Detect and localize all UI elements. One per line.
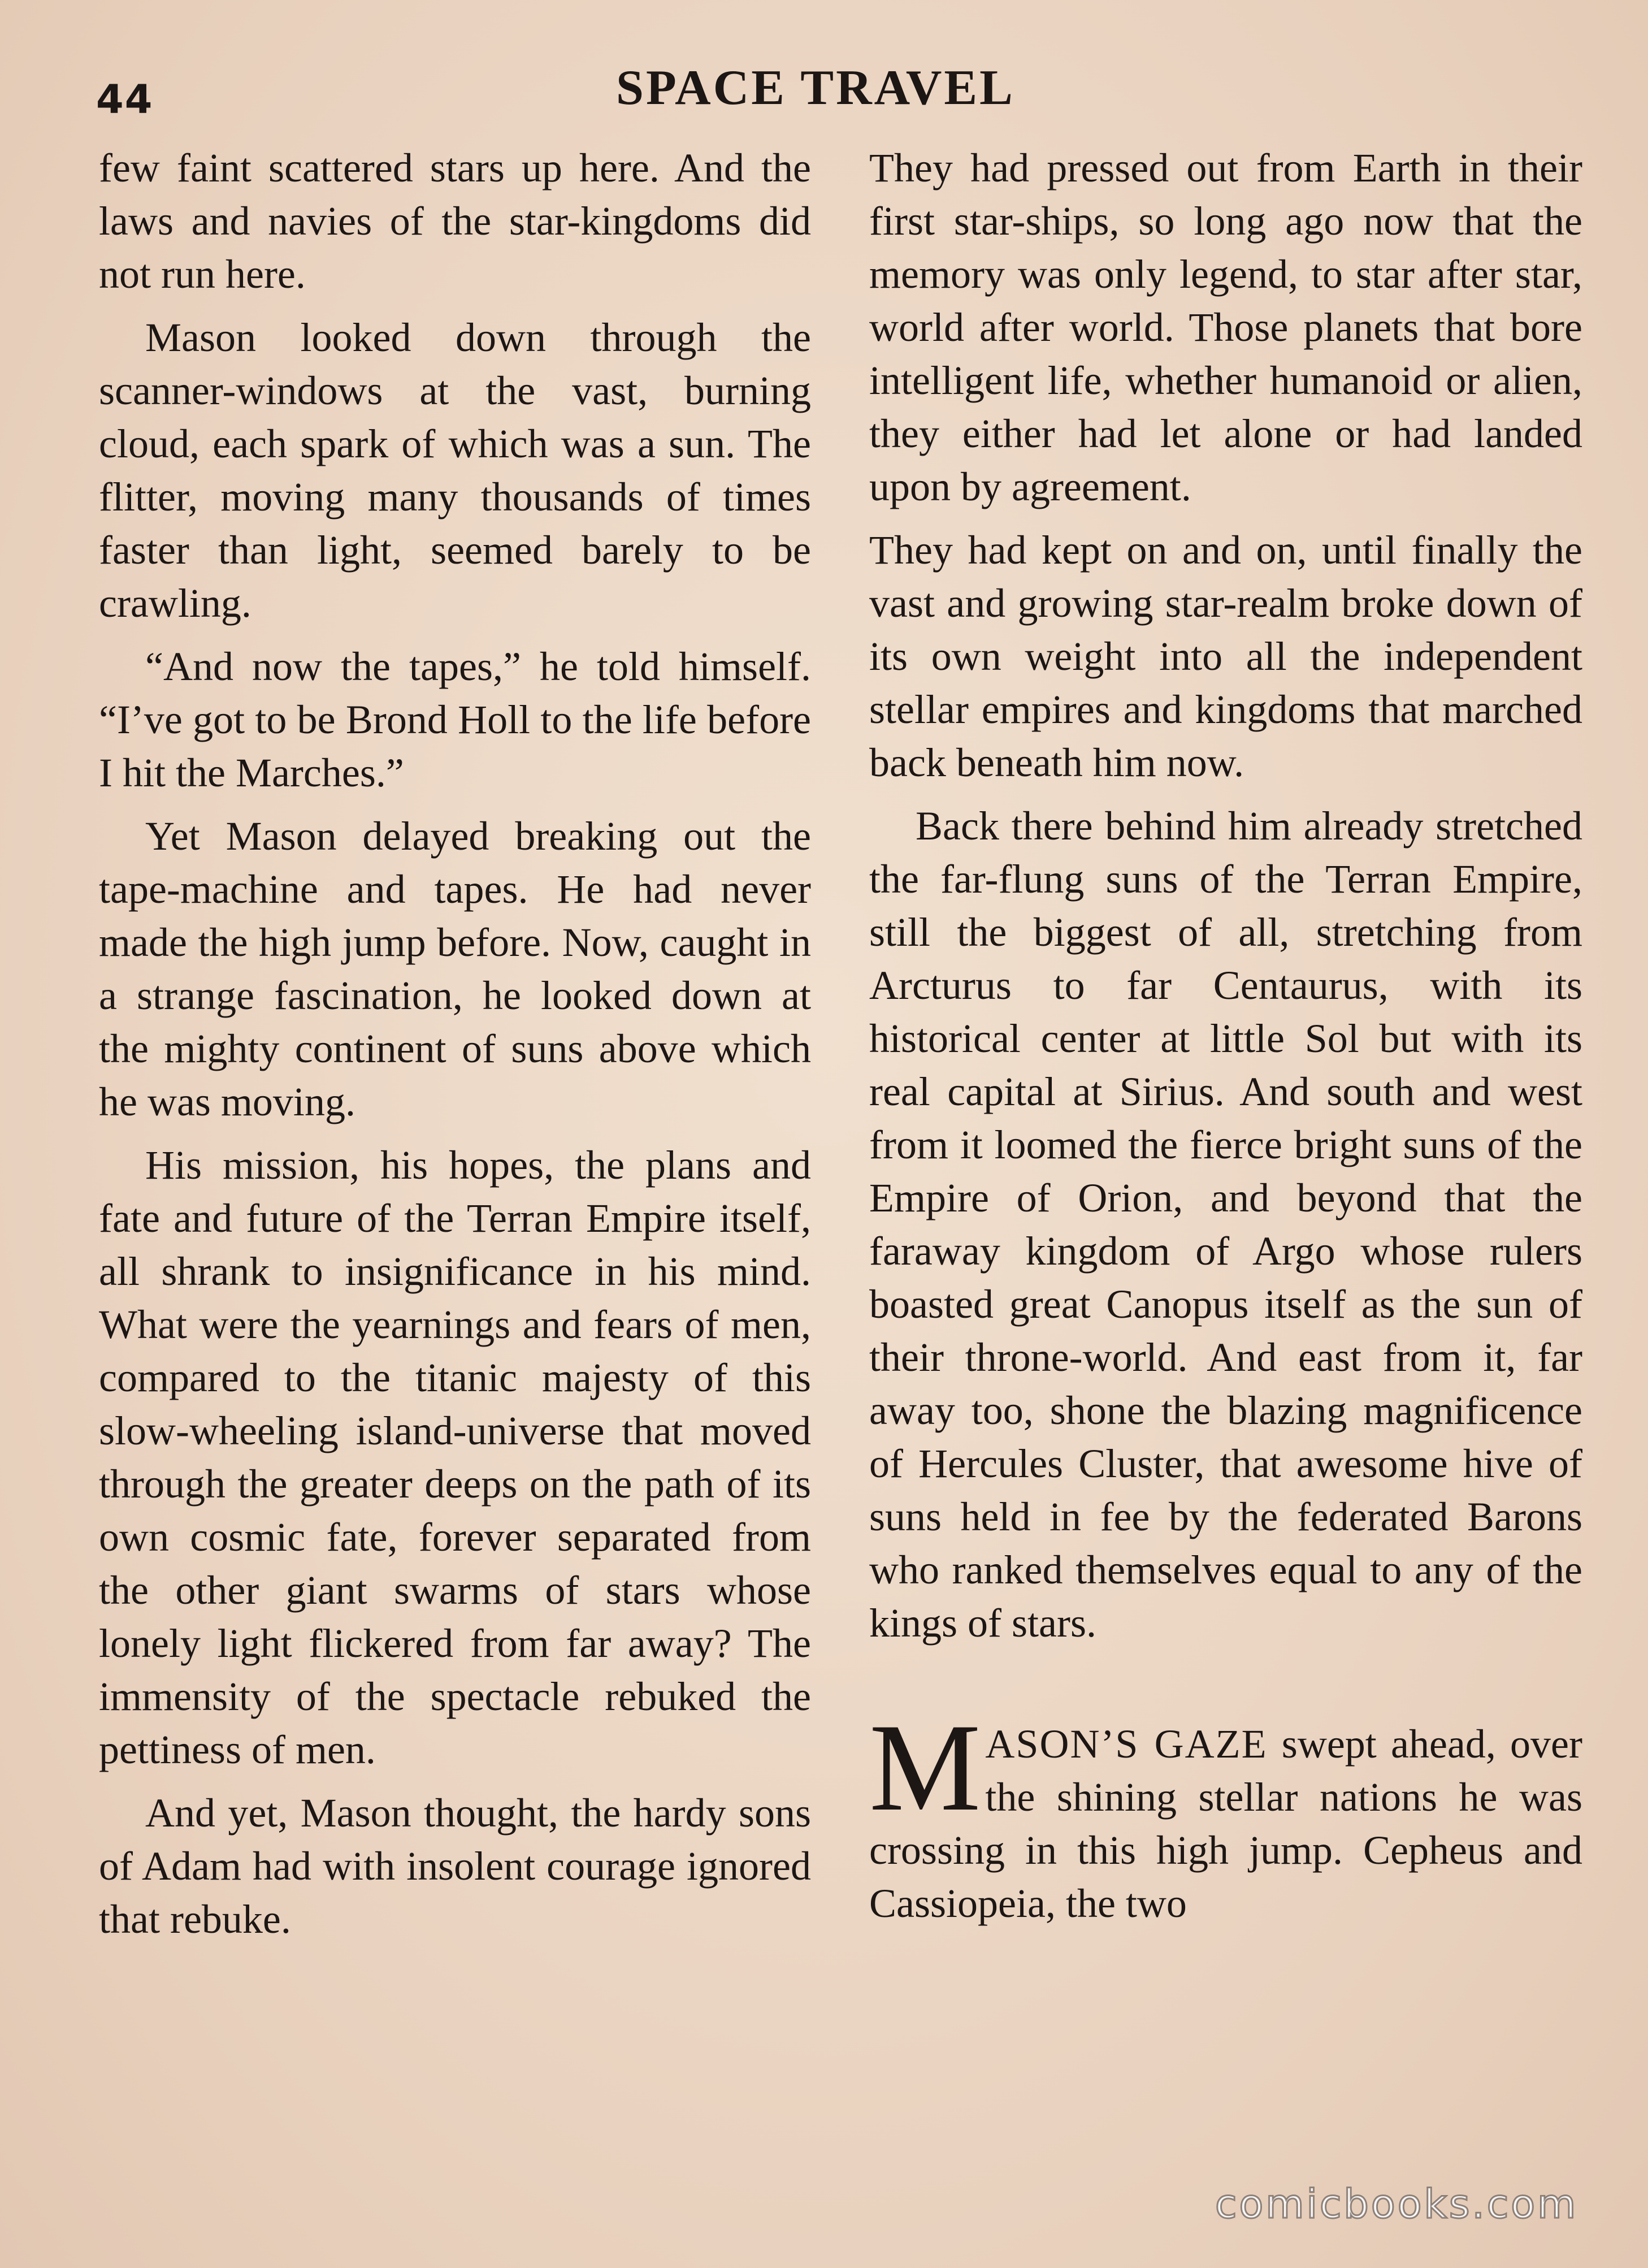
paragraph: They had pressed out from Earth in their first star-ships, so long ago now that the memory was only legend, to star after star, world after world. Those planets that bore intelligent life, whether humanoid or alien, they either had let alone or had landed upon by agreement. xyxy=(869,145,1582,509)
paragraph: “And now the tapes,” he told himself. “I’ve got to be Brond Holl to the life before I hit the Marches.” xyxy=(99,644,811,795)
lead-in-caps: ASON’S GAZE xyxy=(985,1721,1268,1767)
paragraph: Back there behind him already stretched the far-flung suns of the Terran Empire, still the biggest of all, stretching from Arcturus to far Centaurus, with its historical center at little Sol but with its real capital at Sirius. And south and west from it loomed the fierce bright suns of the Empire of Orion, and beyond that the faraway kingdom of Argo whose rulers boasted great Canopus itself as the sun of their throne-world. And east from it, far away too, shone the blazing magnificence of Hercules Cluster, that awesome hive of suns held in fee by the federated Barons who ranked themselves equal to any of the kings of stars. xyxy=(869,803,1582,1646)
paragraph: His mission, his hopes, the plans and fate and future of the Terran Empire itself, all shrank to insignificance in his mind. What were the yearnings and fears of men, compared to the titanic majesty of this slow-wheeling island-universe that moved through the greater deeps on the path of its own cosmic fate, forever separated from the other giant swarms of stars whose lonely light flickered from far away? The immensity of the spectacle rebuked the pettiness of men. xyxy=(99,1142,811,1772)
paragraph: And yet, Mason thought, the hardy sons of Adam had with insolent courage ignored that rebuke. xyxy=(99,1790,811,1942)
running-head: SPACE TRAVEL xyxy=(616,60,1015,115)
page-number: 44 xyxy=(96,76,154,123)
section-text: swept ahead, over the shining stellar nations he was crossing in this high jump. Cepheus and Cassiopeia, the two xyxy=(869,1721,1582,1926)
paragraph: Yet Mason delayed breaking out the tape-machine and tapes. He had never made the high jump before. Now, caught in a strange fascination, he looked down at the mighty continent of suns above which he was moving. xyxy=(99,813,811,1124)
right-column xyxy=(869,141,1582,1940)
drop-cap: M xyxy=(869,1698,981,1837)
section-start-paragraph xyxy=(869,1698,1582,1930)
watermark-logo: comicbooks.com xyxy=(1215,2181,1578,2227)
page-header xyxy=(0,54,1648,123)
paragraph: Mason looked down through the scanner-windows at the vast, burning cloud, each spark of which was a sun. The flitter, moving many thousands of times faster than light, seemed barely to be crawling. xyxy=(99,315,811,626)
paragraph: few faint scattered stars up here. And the laws and navies of the star-kingdoms did not run here. xyxy=(99,145,811,297)
paragraph: They had kept on and on, until finally the vast and growing star-realm broke down of its own weight into all the independent stellar empires and kingdoms that marched back beneath him now. xyxy=(869,527,1582,785)
left-column xyxy=(99,141,811,1956)
